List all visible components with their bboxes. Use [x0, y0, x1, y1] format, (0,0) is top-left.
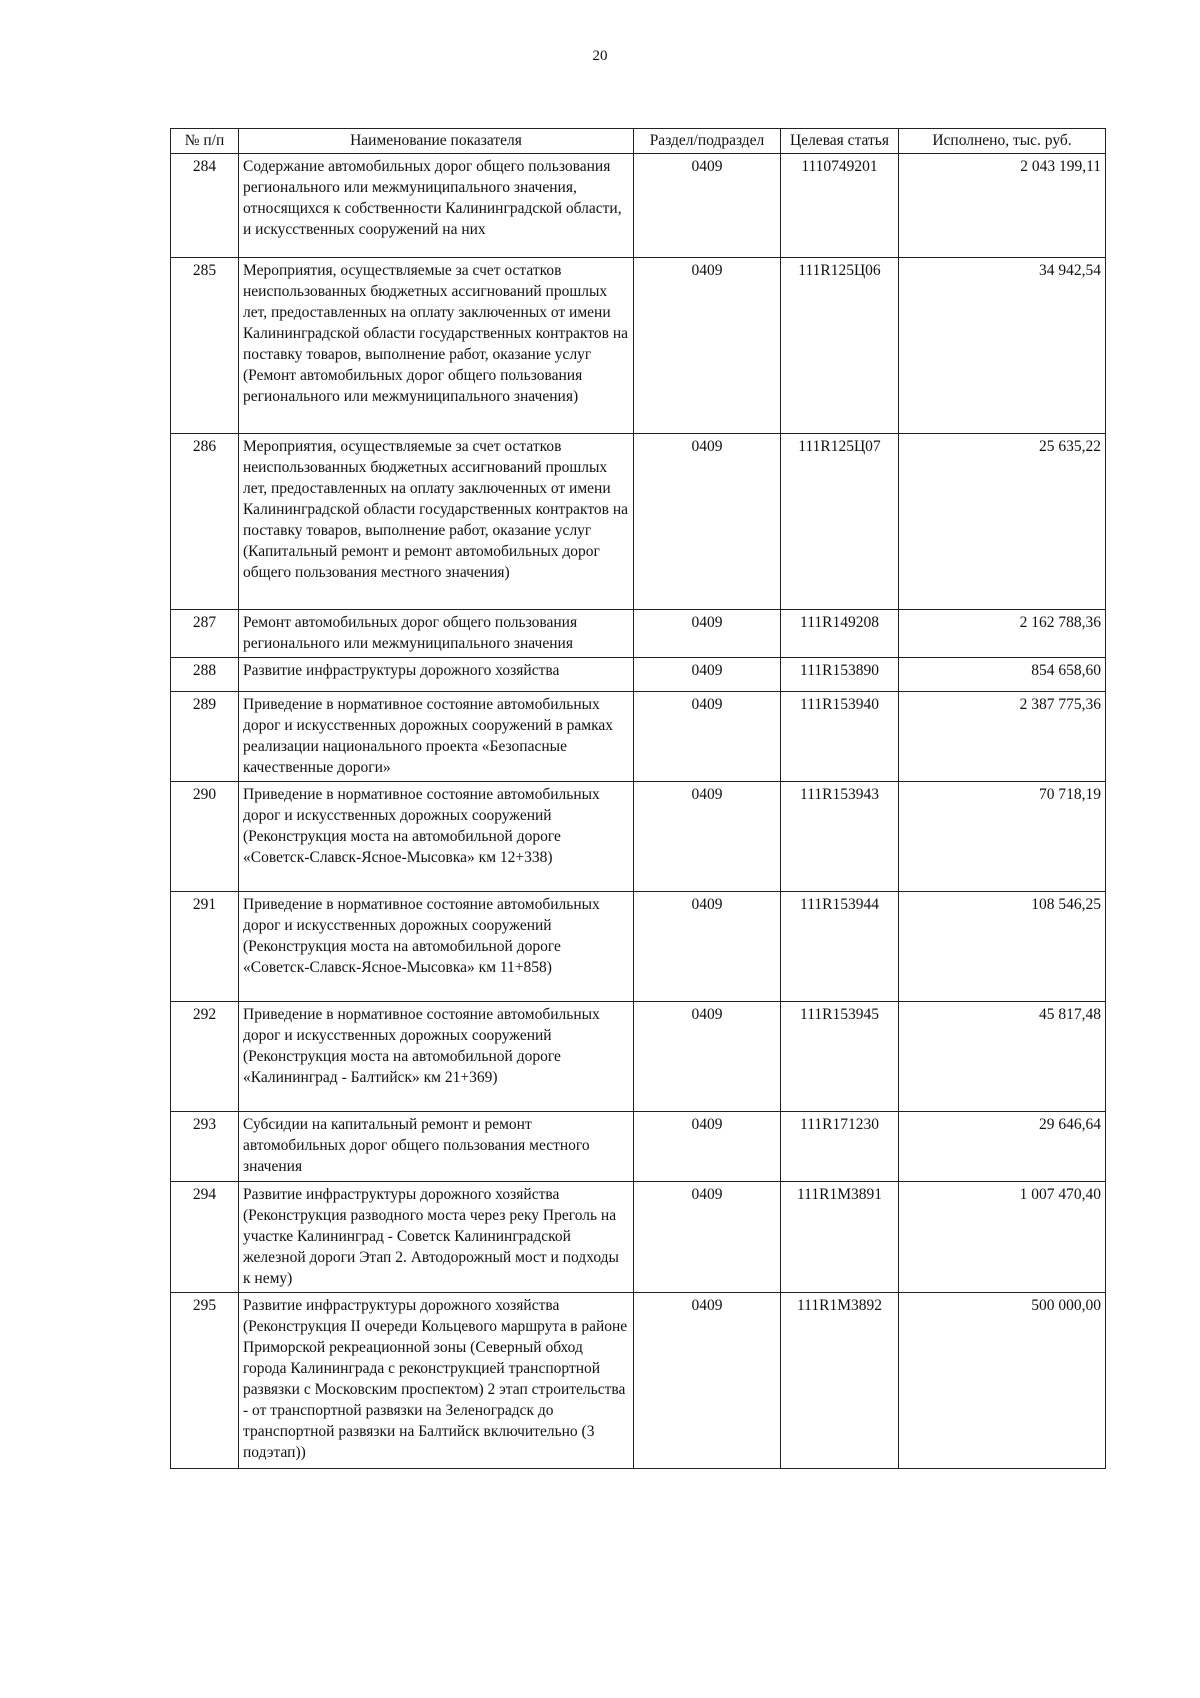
row-target: 111R1M3892 [781, 1293, 899, 1469]
row-target: 111R153890 [781, 658, 899, 692]
table-row [171, 1002, 1106, 1112]
table-row [171, 782, 1106, 892]
row-number: 289 [171, 692, 239, 782]
table-row [171, 692, 1106, 782]
row-number: 291 [171, 892, 239, 1002]
row-name: Развитие инфраструктуры дорожного хозяйства (Реконструкция разводного моста через реку Преголь на участке Калининград - Советск Калининградской железной дороги Этап 2. Автодорожный мост и подходы к нему) [239, 1182, 634, 1293]
row-number: 287 [171, 610, 239, 658]
row-amount: 34 942,54 [899, 258, 1106, 434]
row-amount: 108 546,25 [899, 892, 1106, 1002]
row-name: Развитие инфраструктуры дорожного хозяйства [239, 658, 634, 692]
row-section: 0409 [634, 434, 781, 610]
row-number: 295 [171, 1293, 239, 1469]
table-row [171, 1112, 1106, 1182]
row-amount: 2 162 788,36 [899, 610, 1106, 658]
row-name: Приведение в нормативное состояние автомобильных дорог и искусственных дорожных сооружений в рамках реализации национального проекта «Безопасные качественные дороги» [239, 692, 634, 782]
row-amount: 45 817,48 [899, 1002, 1106, 1112]
row-target: 111R171230 [781, 1112, 899, 1182]
row-number: 286 [171, 434, 239, 610]
header-amount: Исполнено, тыс. руб. [899, 129, 1106, 154]
row-number: 285 [171, 258, 239, 434]
row-section: 0409 [634, 1002, 781, 1112]
row-amount: 854 658,60 [899, 658, 1106, 692]
row-name: Мероприятия, осуществляемые за счет остатков неиспользованных бюджетных ассигнований прошлых лет, предоставленных на оплату заключенных от имени Калининградской области государственных контрактов на поставку товаров, выполнение работ, оказание услуг (Ремонт автомобильных дорог общего пользования регионального или межмуниципального значения) [239, 258, 634, 434]
header-section: Раздел/подраздел [634, 129, 781, 154]
table-row [171, 154, 1106, 258]
table-row [171, 658, 1106, 692]
row-target: 111R153945 [781, 1002, 899, 1112]
table-row [171, 1293, 1106, 1469]
row-section: 0409 [634, 892, 781, 1002]
header-number: № п/п [171, 129, 239, 154]
row-section: 0409 [634, 258, 781, 434]
row-amount: 2 387 775,36 [899, 692, 1106, 782]
table-row [171, 258, 1106, 434]
row-name: Ремонт автомобильных дорог общего пользования регионального или межмуниципального значения [239, 610, 634, 658]
table-row [171, 892, 1106, 1002]
row-name: Развитие инфраструктуры дорожного хозяйства (Реконструкция II очереди Кольцевого маршрута в районе Приморской рекреационной зоны (Северный обход города Калининграда с реконструкцией транспортной развязки с Московским проспектом) 2 этап строительства - от транспортной развязки на Зеленоградск до транспортной развязки на Балтийск включительно (3 подэтап)) [239, 1293, 634, 1469]
row-amount: 25 635,22 [899, 434, 1106, 610]
row-section: 0409 [634, 1112, 781, 1182]
budget-table [170, 128, 1106, 1469]
page-number: 20 [592, 48, 608, 64]
row-target: 1110749201 [781, 154, 899, 258]
header-name: Наименование показателя [239, 129, 634, 154]
row-amount: 500 000,00 [899, 1293, 1106, 1469]
row-amount: 1 007 470,40 [899, 1182, 1106, 1293]
row-section: 0409 [634, 1293, 781, 1469]
row-section: 0409 [634, 610, 781, 658]
table-row [171, 1182, 1106, 1293]
row-number: 292 [171, 1002, 239, 1112]
row-target: 111R125Ц07 [781, 434, 899, 610]
row-target: 111R153944 [781, 892, 899, 1002]
row-number: 284 [171, 154, 239, 258]
row-section: 0409 [634, 154, 781, 258]
row-name: Приведение в нормативное состояние автомобильных дорог и искусственных дорожных сооружений (Реконструкция моста на автомобильной дороге «Калининград - Балтийск» км 21+369) [239, 1002, 634, 1112]
table-row [171, 610, 1106, 658]
row-section: 0409 [634, 1182, 781, 1293]
row-target: 111R125Ц06 [781, 258, 899, 434]
row-amount: 70 718,19 [899, 782, 1106, 892]
row-section: 0409 [634, 658, 781, 692]
row-amount: 29 646,64 [899, 1112, 1106, 1182]
row-target: 111R1M3891 [781, 1182, 899, 1293]
row-number: 290 [171, 782, 239, 892]
row-name: Содержание автомобильных дорог общего пользования регионального или межмуниципального значения, относящихся к собственности Калининградской области, и искусственных сооружений на них [239, 154, 634, 258]
row-name: Субсидии на капитальный ремонт и ремонт автомобильных дорог общего пользования местного значения [239, 1112, 634, 1182]
table-row [171, 434, 1106, 610]
row-target: 111R153940 [781, 692, 899, 782]
row-name: Мероприятия, осуществляемые за счет остатков неиспользованных бюджетных ассигнований прошлых лет, предоставленных на оплату заключенных от имени Калининградской области государственных контрактов на поставку товаров, выполнение работ, оказание услуг (Капитальный ремонт и ремонт автомобильных дорог общего пользования местного значения) [239, 434, 634, 610]
row-number: 293 [171, 1112, 239, 1182]
row-name: Приведение в нормативное состояние автомобильных дорог и искусственных дорожных сооружений (Реконструкция моста на автомобильной дороге «Советск-Славск-Ясное-Мысовка» км 12+338) [239, 782, 634, 892]
row-target: 111R153943 [781, 782, 899, 892]
row-section: 0409 [634, 782, 781, 892]
row-section: 0409 [634, 692, 781, 782]
table-header-row [171, 129, 1106, 154]
row-number: 288 [171, 658, 239, 692]
row-number: 294 [171, 1182, 239, 1293]
row-name: Приведение в нормативное состояние автомобильных дорог и искусственных дорожных сооружений (Реконструкция моста на автомобильной дороге «Советск-Славск-Ясное-Мысовка» км 11+858) [239, 892, 634, 1002]
header-target: Целевая статья [781, 129, 899, 154]
row-amount: 2 043 199,11 [899, 154, 1106, 258]
row-target: 111R149208 [781, 610, 899, 658]
